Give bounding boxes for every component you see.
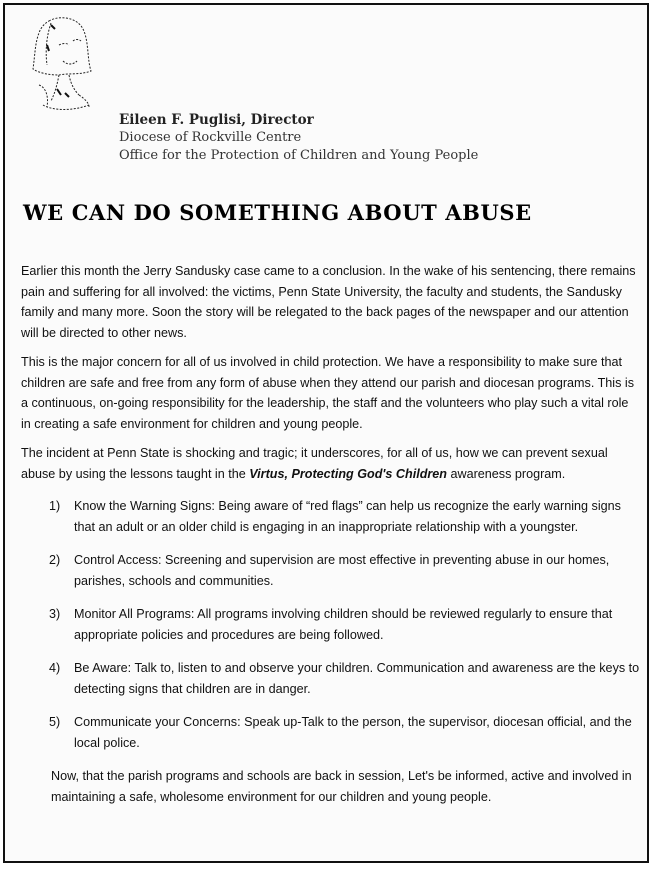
paragraph: This is the major concern for all of us involved in child protection. We have a responsibility to make sure that children are safe and free from any form of abuse when they attend our parish and diocesan programs. This is a continuous, on-going responsibility for the leadership, the staff and the volunteers who play such a vital role in creating a safe environment for children and young people. bbox=[21, 355, 634, 431]
letterhead bbox=[119, 111, 478, 165]
list-item bbox=[21, 604, 641, 645]
list-number: 3) bbox=[49, 607, 61, 621]
program-name: Virtus, Protecting God's Children bbox=[249, 466, 447, 481]
office-name: Office for the Protection of Children and Young People bbox=[119, 148, 479, 163]
list-text: Monitor All Programs: All programs involving children should be reviewed regularly to ensure that appropriate policies and procedures are being followed. bbox=[74, 607, 613, 642]
paragraph: Earlier this month the Jerry Sandusky case came to a conclusion. In the wake of his sentencing, there remains pain and suffering for all involved: the victims, Penn State University, the faculty and students, the Sandusky family and many more. Soon the story will be relegated to the back pages of the newspaper and our attention will be directed to other news. bbox=[21, 264, 636, 340]
list-text: Control Access: Screening and supervision are most effective in preventing abuse in our homes, parishes, schools and communities. bbox=[74, 553, 610, 588]
director-name: Eileen F. Puglisi, Director bbox=[119, 112, 314, 128]
document-page bbox=[3, 3, 649, 863]
closing-paragraph: Now, that the parish programs and schools are back in session, Let's be informed, active and involved in maintaining a safe, wholesome environment for our children and young people. bbox=[51, 769, 632, 804]
list-number: 1) bbox=[49, 499, 61, 513]
list-number: 4) bbox=[49, 661, 61, 675]
letter-body bbox=[21, 261, 641, 816]
organization-name: Diocese of Rockville Centre bbox=[119, 130, 302, 145]
intro-text-end: awareness program. bbox=[447, 466, 566, 481]
tips-list bbox=[21, 496, 641, 753]
list-item bbox=[21, 712, 641, 753]
list-text: Be Aware: Talk to, listen to and observe your children. Communication and awareness are the keys to detecting signs that children are in danger. bbox=[74, 661, 640, 696]
headline: WE CAN DO SOMETHING ABOUT ABUSE bbox=[23, 200, 532, 225]
list-item bbox=[21, 496, 641, 537]
caricature-sketch-icon bbox=[29, 15, 101, 115]
list-number: 5) bbox=[49, 715, 61, 729]
intro-paragraph bbox=[21, 443, 641, 484]
list-number: 2) bbox=[49, 553, 61, 567]
list-text: Know the Warning Signs: Being aware of “red flags” can help us recognize the early warning signs that an adult or an older child is engaging in an inappropriate relationship with a youngster. bbox=[74, 499, 621, 534]
list-text: Communicate your Concerns: Speak up-Talk to the person, the supervisor, diocesan official, and the local police. bbox=[74, 715, 632, 750]
list-item bbox=[21, 550, 641, 591]
intro-text: The incident at Penn State is shocking and tragic; it underscores, for all of us, how we can prevent sexual abuse by using the lessons taught in the bbox=[21, 446, 608, 481]
list-item bbox=[21, 658, 641, 699]
